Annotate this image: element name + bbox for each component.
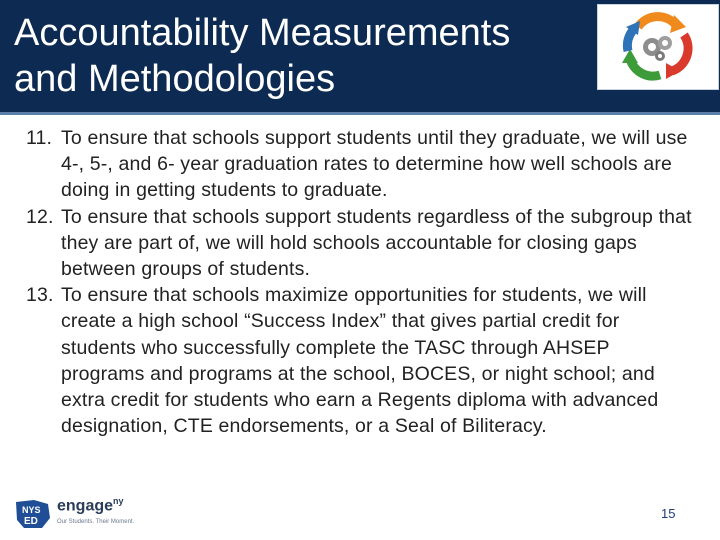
- list-item-text: To ensure that schools support students until they graduate, we will use 4-, 5-, and 6- year graduation rates to determine how well schools are doing in getting students to graduate.: [61, 127, 688, 202]
- brand-tagline: Our Students. Their Moment.: [57, 519, 135, 525]
- engageny-logo: [12, 496, 162, 532]
- slide-title-line-2: and Methodologies: [14, 58, 336, 100]
- brand-superscript: ny: [113, 496, 124, 506]
- recycle-gears-icon: [597, 4, 719, 90]
- list-item: [26, 282, 696, 439]
- svg-text:NYS: NYS: [22, 505, 41, 515]
- page-number: 15: [661, 506, 676, 521]
- slide-title: [14, 10, 510, 102]
- list-item: [26, 204, 696, 283]
- svg-text:ED: ED: [24, 516, 38, 527]
- title-bar: [0, 0, 720, 112]
- list-item-number: 12.: [26, 205, 54, 228]
- list-item-number: 13.: [26, 284, 54, 307]
- list-item-text: To ensure that schools maximize opportunities for students, we will create a high school “Success Index” that gives partial credit for students who successfully complete the TASC through AHSEP programs and programs at the school, BOCES, or night school; and extra credit for students who earn a Regents diploma with advanced designation, CTE endorsements, or a Seal of Biliteracy.: [61, 284, 659, 438]
- list-item-text: To ensure that schools support students regardless of the subgroup that they are part of, we will hold schools accountable for closing gaps between groups of students.: [61, 205, 692, 281]
- list-item: [26, 125, 696, 204]
- numbered-list: [26, 125, 696, 439]
- list-item-number: 11.: [26, 127, 53, 149]
- title-divider: [0, 112, 720, 115]
- brand-text: engage: [57, 497, 114, 515]
- slide-title-line-1: Accountability Measurements: [14, 12, 511, 54]
- nysed-badge-icon: [14, 498, 52, 530]
- brand-name: [57, 496, 124, 515]
